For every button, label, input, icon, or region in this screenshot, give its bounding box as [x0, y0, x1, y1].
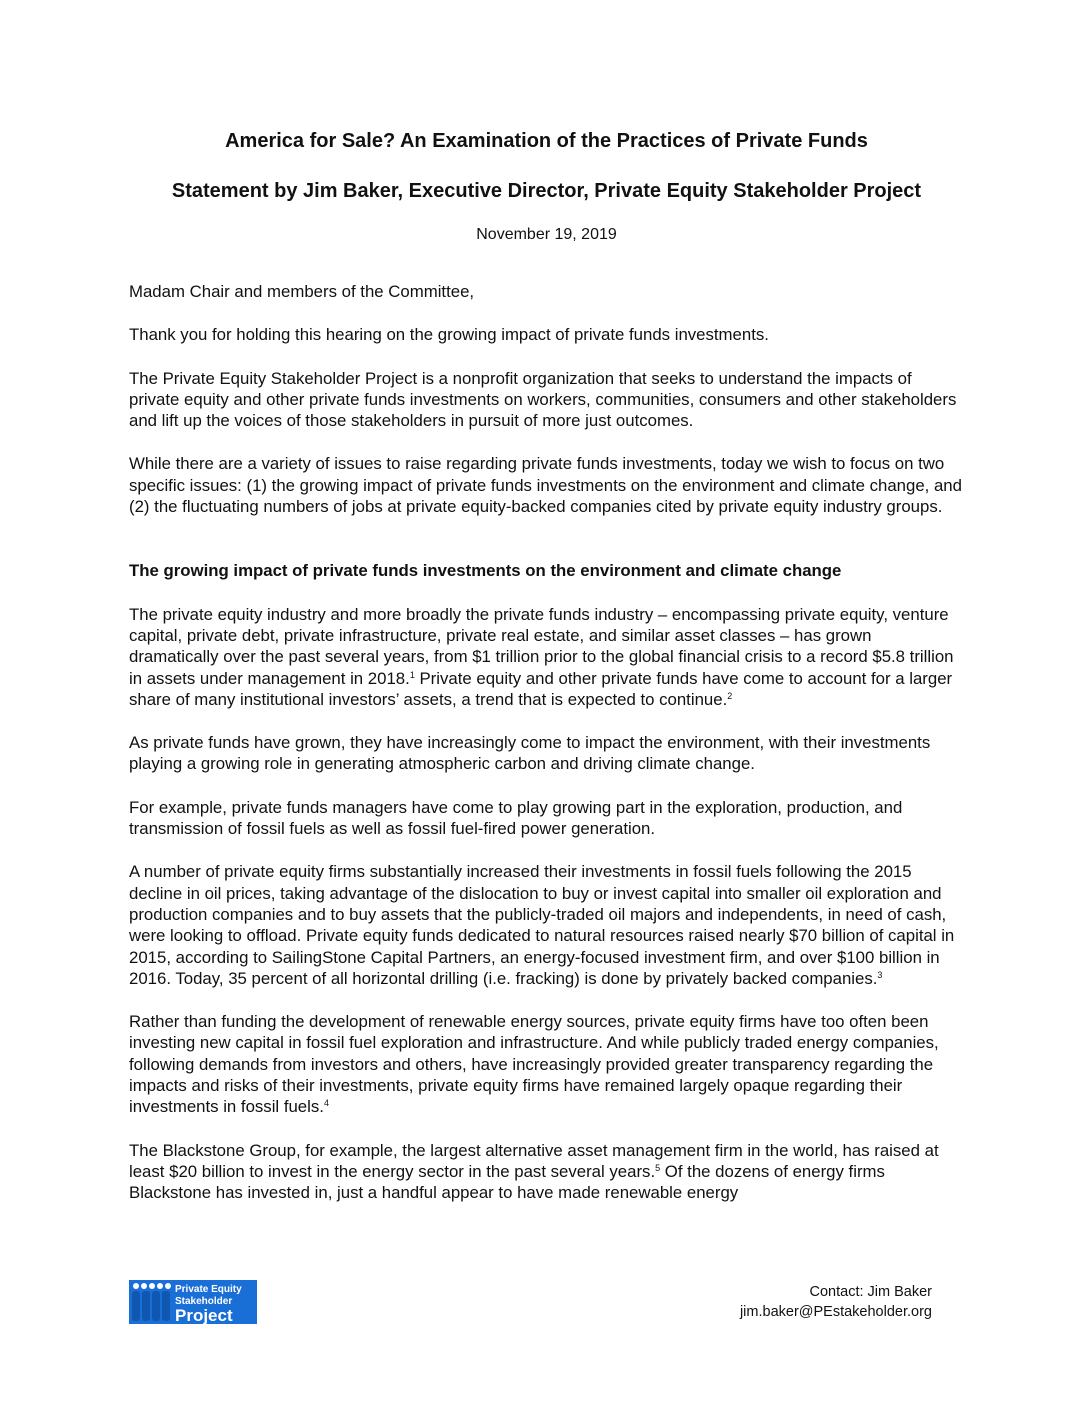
contact-block	[740, 1282, 932, 1322]
logo-line-2: Stakeholder	[175, 1296, 233, 1307]
contact-email: jim.baker@PEstakeholder.org	[739, 1304, 932, 1320]
paragraph-issues: While there are a variety of issues to raise regarding private funds investments, today we wish to focus on two specific issues: (1) the growing impact of private funds investments on the environment and climate change, and (2) the fluctuating numbers of jobs at private equity-backed companies cited by private equity industry groups.	[129, 454, 962, 517]
document-title: America for Sale? An Examination of the Practices of Private Funds	[225, 130, 868, 152]
contact-name: Contact: Jim Baker	[809, 1284, 932, 1300]
document-page	[129, 128, 964, 1204]
document-date: November 19, 2019	[476, 226, 617, 243]
paragraph-about: The Private Equity Stakeholder Project is a nonprofit organization that seeks to understand the impacts of private equity and other private funds investments on workers, communities, consumers and other stakeholders and lift up the voices of those stakeholders in pursuit of more just outcomes.	[129, 368, 957, 431]
paragraph-blackstone	[129, 1140, 964, 1204]
paragraph-thanks: Thank you for holding this hearing on the growing impact of private funds investments.	[129, 325, 769, 345]
logo-line-3: Project	[175, 1306, 233, 1324]
paragraph-renewables	[129, 1011, 964, 1117]
paragraph-oil-prices	[129, 861, 964, 989]
footnote-ref-5: 5	[655, 1162, 661, 1173]
paragraph-text: The private equity industry and more broadly the private funds industry – encompassing private equity, venture capital, private debt, private infrastructure, private real estate, and similar asset classes – has grown dramatically over the past several years, from $1 trillion prior to the global financial crisis to a record $5.8 trillion in assets under management in 2018.	[129, 604, 954, 688]
greeting: Madam Chair and members of the Committee,	[129, 282, 475, 301]
paragraph-text: Of the dozens of energy firms Blackstone has invested in, just a handful appear to have made renewable energy	[129, 1161, 885, 1203]
paragraph-text: A number of private equity firms substantially increased their investments in fossil fuels following the 2015 decline in oil prices, taking advantage of the dislocation to buy or invest capital into smaller oil exploration and production companies and to buy assets that the publicly-traded oil majors and independents, in need of cash, were looking to offload. Private equity funds dedicated to natural resources raised nearly $70 billion of capital in 2015, according to SailingStone Capital Partners, an energy-focused investment firm, and over $100 billion in 2016. Today, 35 percent of all horizontal drilling (i.e. fracking) is done by privately backed companies.	[129, 862, 955, 988]
footnote-ref-4: 4	[323, 1098, 329, 1109]
footnote-ref-1: 1	[409, 669, 415, 680]
paragraph-text: The Blackstone Group, for example, the largest alternative asset management firm in the world, has raised at least $20 billion to invest in the energy sector in the past several years.	[129, 1140, 939, 1181]
footnote-ref-3: 3	[877, 969, 883, 980]
document-subtitle: Statement by Jim Baker, Executive Director, Private Equity Stakeholder Project	[171, 180, 922, 202]
paragraph-environment: As private funds have grown, they have increasingly come to impact the environment, with their investments playing a growing role in generating atmospheric carbon and driving climate change.	[129, 733, 931, 774]
footnote-ref-2: 2	[727, 690, 733, 701]
logo-line-1: Private Equity	[175, 1284, 242, 1295]
section-heading: The growing impact of private funds investments on the environment and climate change	[129, 561, 842, 581]
paragraph-text: Rather than funding the development of renewable energy sources, private equity firms have too often been investing new capital in fossil fuel exploration and infrastructure. And while publicly traded energy companies, following demands from investors and others, have increasingly provided greater transparency regarding the impacts and risks of their investments, private equity firms have remained largely opaque regarding their investments in fossil fuels.	[129, 1012, 939, 1117]
paragraph-industry-growth	[129, 604, 964, 710]
paragraph-fossil-fuels: For example, private funds managers have come to play growing part in the exploration, production, and transmission of fossil fuels as well as fossil fuel-fired power generation.	[129, 797, 903, 839]
pesp-logo	[129, 1280, 257, 1324]
paragraph-text: Private equity and other private funds have come to account for a larger share of many institutional investors’ assets, a trend that is expected to continue.	[129, 668, 953, 709]
